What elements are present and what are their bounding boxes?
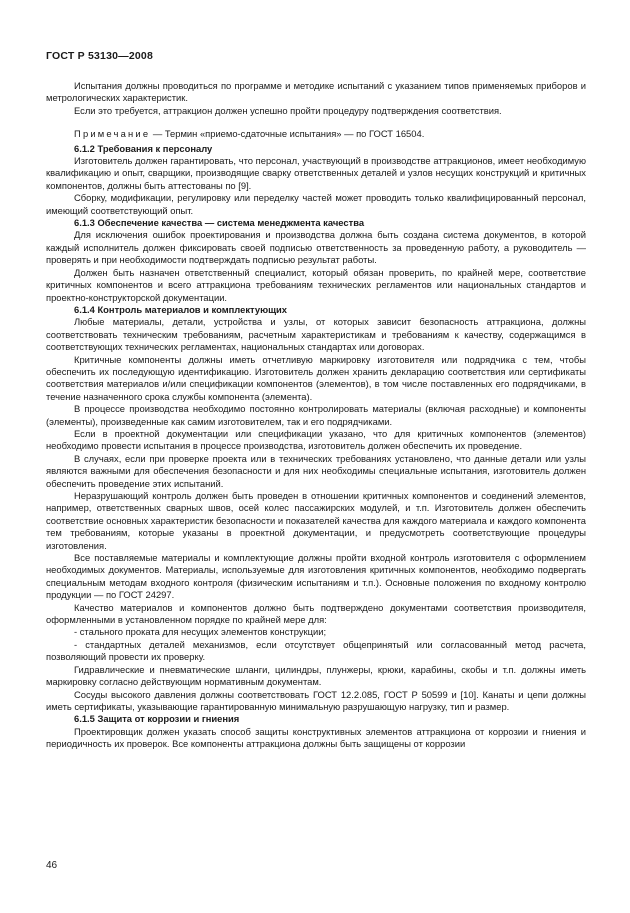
note-label: Примечание — [74, 128, 151, 140]
paragraph: Все поставляемые материалы и комплектующие должны пройти входной контроль изготовителя с оформлением необходимых документов. Материалы, используемые для изготовления критичных компонентов, необходимо подвергать специальным методам входного контроля (физическим испытаниям и т.п.). Основные положения по входному контролю продукции — по ГОСТ 24297. — [46, 552, 586, 601]
paragraph: Если в проектной документации или спецификации указано, что для критичных компонентов (элементов) необходимо провести испытания в процессе производства, изготовитель должен обеспечить их проведение. — [46, 427, 586, 452]
list-item: - стандартных деталей механизмов, если отсутствует общепринятый или согласованный метод расчета, позволяющий провести их проверку. — [46, 638, 586, 663]
paragraph: Проектировщик должен указать способ защиты конструктивных элементов аттракциона от коррозии и гниения и периодичность их проверок. Все компоненты аттракциона должны быть защищены от коррозии — [46, 725, 586, 750]
paragraph: Для исключения ошибок проектирования и производства должна быть создана система документов, в которой каждый исполнитель должен фиксировать своей подписью ответственность за проведенную работу, а руководитель — проверять и при необходимости подтверждать подписью результат работы. — [46, 229, 586, 266]
document-header: ГОСТ Р 53130—2008 — [46, 50, 154, 62]
paragraph: Гидравлические и пневматические шланги, цилиндры, плунжеры, крюки, карабины, скобы и т.п. должны иметь маркировку согласно действующим нормативным документам. — [46, 663, 586, 688]
paragraph: Изготовитель должен гарантировать, что персонал, участвующий в производстве аттракционов, имеет необходимую квалификацию и опыт, сварщики, производящие сварку ответственных деталей и узлов несущих конструкций и критичных компонентов, должны быть аттестованы по [9]. — [46, 155, 586, 191]
list-item: - стального проката для несущих элементов конструкции; — [74, 626, 327, 638]
document-body — [46, 80, 586, 751]
note — [46, 128, 586, 140]
paragraph: Критичные компоненты должны иметь отчетливую маркировку изготовителя или подрядчика с тем, чтобы обеспечить их последующую идентификацию. Изготовитель должен хранить декларацию соответствия или сертификаты соответствия материалов и/или спецификации компонентов (элементов), в том числе поставленных его подрядчиками, в течение назначенного срока службы компонента (элемента). — [46, 353, 586, 402]
page-number: 46 — [46, 860, 58, 871]
section-heading: 6.1.2 Требования к персоналу — [74, 142, 213, 154]
section-heading: 6.1.5 Защита от коррозии и гниения — [74, 713, 240, 725]
paragraph: В случаях, если при проверке проекта или в технических требованиях установлено, что данные детали или узлы являются важными для обеспечения безопасности и для них необходимы специальные испытания, изготовитель должен обеспечить проведение этих испытаний. — [46, 452, 586, 489]
paragraph: Качество материалов и компонентов должно быть подтверждено документами соответствия производителя, оформленными в установленном порядке по крайней мере для: — [46, 601, 586, 626]
paragraph: Должен быть назначен ответственный специалист, который обязан проверить, по крайней мере, соответствие критичных компонентов и всего аттракциона требованиям технических регламентов или национальных стандартов и проектно-конструкторской документации. — [46, 266, 586, 303]
note-text: — Термин «приемо-сдаточные испытания» — по ГОСТ 16504. — [152, 128, 425, 140]
section-heading: 6.1.3 Обеспечение качества — система менеджмента качества — [74, 217, 365, 229]
paragraph: Любые материалы, детали, устройства и узлы, от которых зависит безопасность аттракциона, должны соответствовать техническим требованиям, расчетным характеристикам и требованиям к качеству, содержащимся в соответствующих технических регламентах, национальных стандартах или договорах. — [46, 316, 586, 353]
paragraph: Неразрушающий контроль должен быть проведен в отношении критичных компонентов и соединений элементов, например, ответственных сварных швов, осей колес пассажирских модулей, и т.п. Изготовитель должен обеспечить соответствие основных характеристик безопасности и показателей качества для каждого материала и каждого компонента тем требованиям, которые указаны в проектной документации, и предусмотреть соответствующие процедуры изготовления. — [46, 490, 586, 551]
section-heading: 6.1.4 Контроль материалов и комплектующих — [74, 303, 287, 315]
paragraph: В процессе производства необходимо постоянно контролировать материалы (включая расходные) и компоненты (элементы), произведенные как самим изготовителем, так и его подрядчиками. — [46, 403, 586, 427]
paragraph: Сосуды высокого давления должны соответствовать ГОСТ 12.2.085, ГОСТ Р 50599 и [10]. Канаты и цепи должны иметь сертификаты, указывающие гарантированную минимальную разрушающую нагрузку, тип и размер. — [46, 688, 586, 712]
paragraph: Если это требуется, аттракцион должен успешно пройти процедуру подтверждения соответствия. — [74, 104, 502, 116]
paragraph: Испытания должны проводиться по программе и методике испытаний с указанием типов применяемых приборов и метрологических характеристик. — [46, 80, 586, 104]
paragraph: Сборку, модификации, регулировку или переделку частей может проводить только квалифицированный персонал, имеющий соответствующий опыт. — [46, 192, 586, 216]
